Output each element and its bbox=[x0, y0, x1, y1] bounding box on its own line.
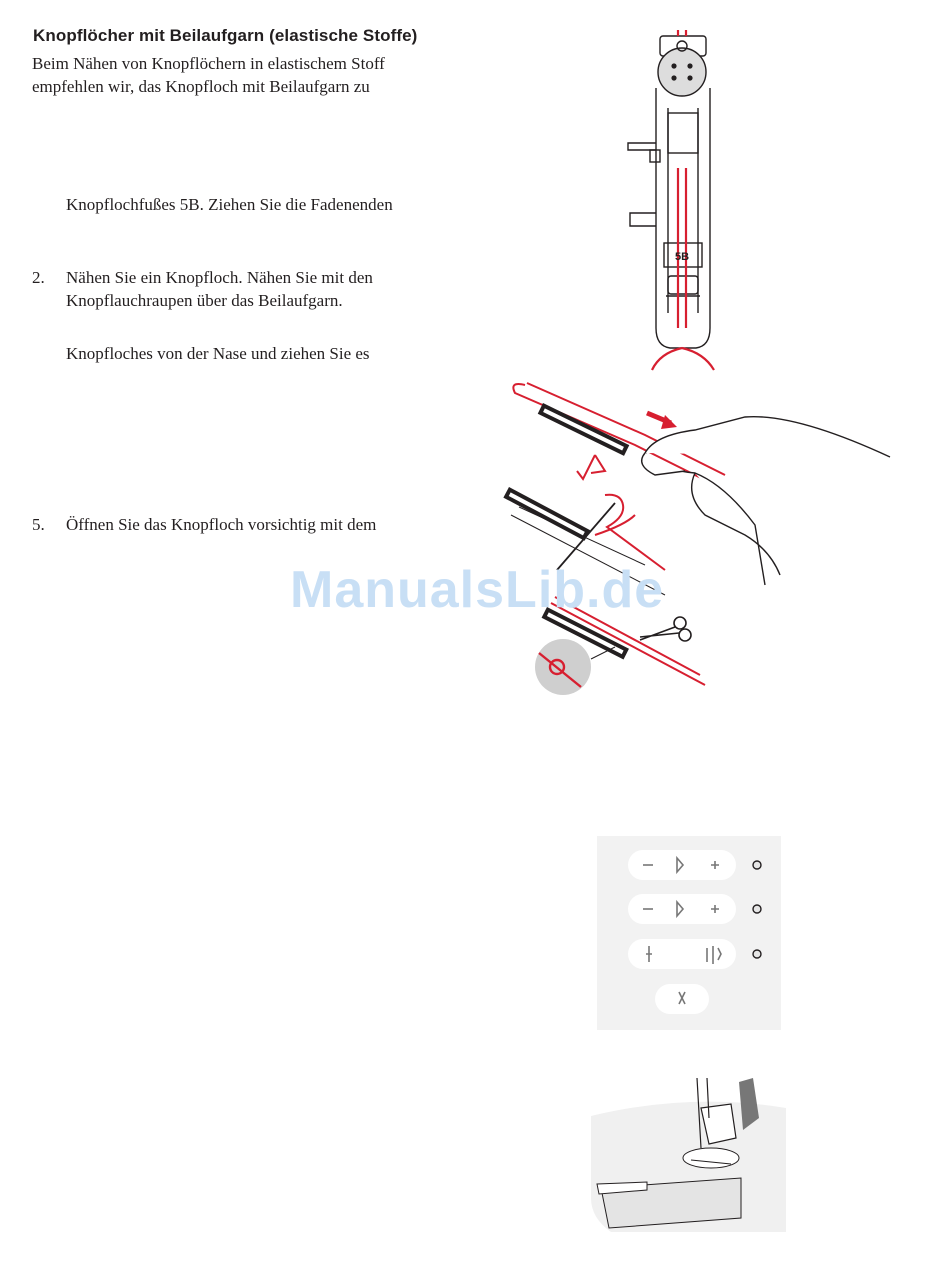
step-3-text: Knopfloches von der Nase und ziehen Sie es bbox=[66, 344, 370, 363]
step-2-number: 2. bbox=[32, 268, 45, 287]
step-5-text: Öffnen Sie das Knopfloch vorsichtig mit dem bbox=[66, 515, 377, 534]
foot-label: 5B bbox=[675, 251, 690, 263]
intro-line-2: empfehlen wir, das Knopfloch mit Beilaufgarn zu bbox=[32, 77, 370, 96]
watermark: ManualsLib.de bbox=[290, 561, 665, 619]
section-heading: Knopflöcher mit Beilaufgarn (elastische Stoffe) bbox=[33, 26, 418, 45]
buttonhole-foot-figure bbox=[620, 28, 740, 373]
step-2-line-2: Knopflauchraupen über das Beilaufgarn. bbox=[66, 291, 343, 310]
step-2-line-1: Nähen Sie ein Knopfloch. Nähen Sie mit den bbox=[66, 268, 373, 287]
control-panel-figure bbox=[597, 836, 781, 1030]
buttonhole-steps-figure bbox=[495, 375, 895, 705]
step-5-number: 5. bbox=[32, 515, 45, 534]
intro-paragraph bbox=[32, 52, 472, 98]
sewing-machine-figure bbox=[591, 1078, 786, 1232]
step-1-text: Knopflochfußes 5B. Ziehen Sie die Fadenenden bbox=[66, 195, 393, 214]
intro-line-1: Beim Nähen von Knopflöchern in elastischem Stoff bbox=[32, 54, 385, 73]
